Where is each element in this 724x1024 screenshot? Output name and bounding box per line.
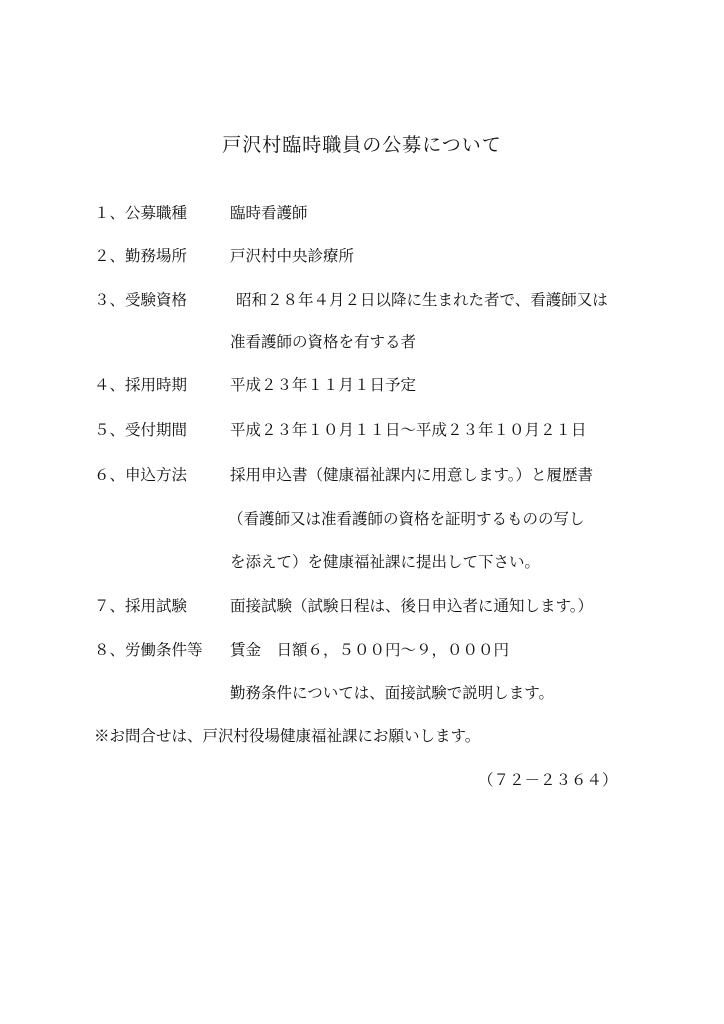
page-title: 戸沢村臨時職員の公募について — [222, 134, 502, 156]
item-value: 平成２３年１１月１日予定 — [230, 376, 417, 394]
item-value: 採用申込書（健康福祉課内に用意します。）と履歴書 — [230, 466, 594, 484]
item-label: ５、受付期間 — [94, 421, 188, 439]
item-value: 昭和２８年４月２日以降に生まれた者で、看護師又は — [236, 291, 608, 309]
item-label: ８、労働条件等 — [94, 641, 203, 659]
item-label: ７、採用試験 — [94, 597, 188, 615]
phone-number: （７２－２３６４） — [478, 771, 618, 789]
item-label: ６、申込方法 — [94, 466, 188, 484]
item-value: 面接試験（試験日程は、後日申込者に通知します。） — [230, 597, 594, 615]
item-value: 臨時看護師 — [230, 204, 308, 222]
item-label: ４、採用時期 — [94, 376, 188, 394]
item-value: 賃金 日額６，５００円～９，０００円 — [230, 641, 510, 659]
item-label: １、公募職種 — [94, 204, 188, 222]
item-value: を添えて）を健康福祉課に提出して下さい。 — [230, 553, 541, 571]
item-value: （看護師又は准看護師の資格を証明するものの写し — [228, 510, 585, 528]
item-value: 平成２３年１０月１１日～平成２３年１０月２１日 — [230, 421, 587, 439]
inquiry-note: ※お問合せは、戸沢村役場健康福祉課にお願いします。 — [94, 727, 481, 745]
item-value: 戸沢村中央診療所 — [230, 247, 355, 265]
item-value: 准看護師の資格を有する者 — [230, 333, 417, 351]
item-label: ３、受験資格 — [94, 291, 188, 309]
item-value: 勤務条件については、面接試験で説明します。 — [230, 684, 554, 702]
item-label: ２、勤務場所 — [94, 247, 188, 265]
